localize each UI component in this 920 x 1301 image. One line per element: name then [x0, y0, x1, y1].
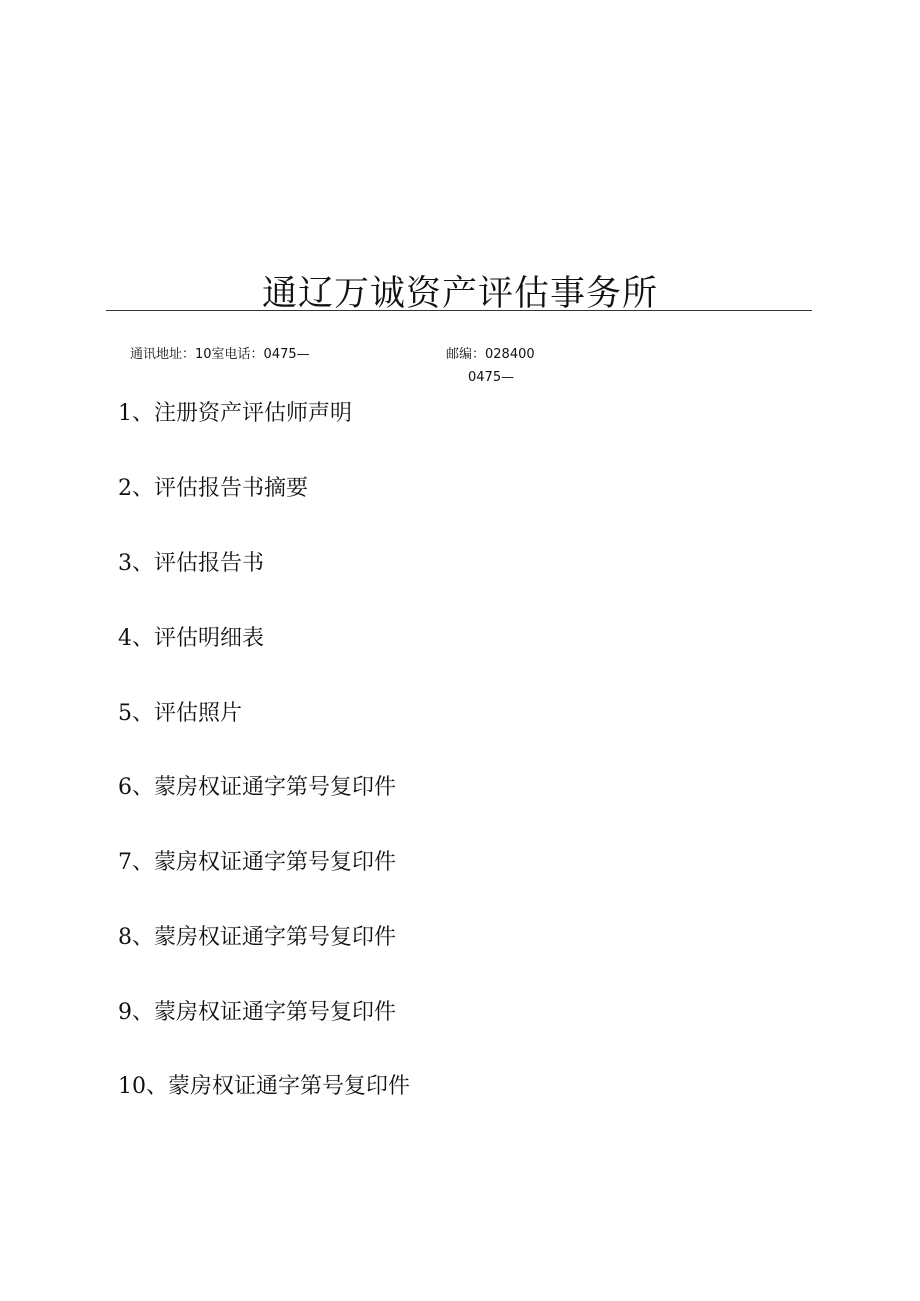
contents-item: 10、蒙房权证通字第号复印件	[118, 1074, 410, 1099]
contents-item: 4、评估明细表	[118, 626, 264, 651]
contents-item: 6、蒙房权证通字第号复印件	[118, 775, 396, 800]
address-phone: 通讯地址：10室电话：0475—	[130, 347, 310, 362]
contents-item: 1、注册资产评估师声明	[118, 401, 352, 426]
postcode: 邮编：028400	[446, 347, 535, 362]
contents-item: 2、评估报告书摘要	[118, 476, 308, 501]
title-divider	[106, 310, 812, 311]
contents-item: 8、蒙房权证通字第号复印件	[118, 925, 396, 950]
contents-item: 3、评估报告书	[118, 551, 264, 576]
phone-secondary: 0475—	[468, 370, 515, 385]
contents-item: 9、蒙房权证通字第号复印件	[118, 1000, 396, 1025]
contents-item: 5、评估照片	[118, 701, 242, 726]
contents-item: 7、蒙房权证通字第号复印件	[118, 850, 396, 875]
document-title: 通辽万诚资产评估事务所	[261, 274, 658, 314]
